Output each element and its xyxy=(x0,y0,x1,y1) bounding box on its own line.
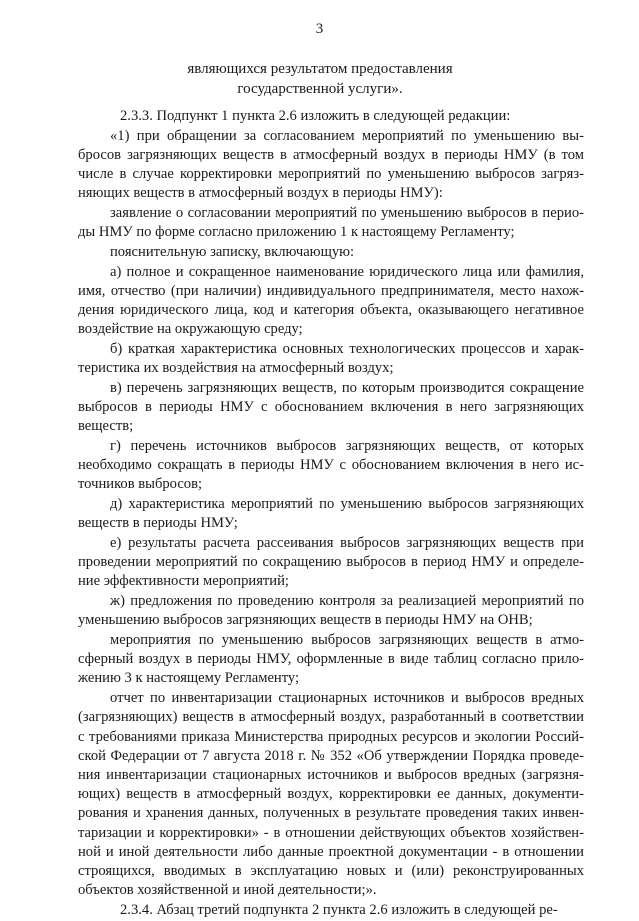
section-heading xyxy=(150,60,490,99)
list-item-zh: ж) предложения по проведению контроля за реализацией мероприятий по уменьшению выбросов загрязняющих веществ в периоды НМУ на ОНВ; xyxy=(78,593,584,629)
document-body xyxy=(78,107,584,921)
body-paragraph: мероприятия по уменьшению выбросов загрязняющих веществ в атмосферный воздух в периоды НМУ, оформленные в виде таблиц согласно приложению 3 к настоящему Регламенту; xyxy=(78,631,584,687)
body-paragraph: заявление о согласовании мероприятий по уменьшению выбросов в периоды НМУ по форме согласно приложению 1 к настоящему Регламенту; xyxy=(78,205,584,241)
body-paragraph: отчет по инвентаризации стационарных источников и выбросов вредных (загрязняющих) веществ в атмосферный воздух, разработанный в соответствии с требованиями приказа Министерства природных ресурсов и экологии Российской Федерации от 7 августа 2018 г. № 352 «Об утверждении Порядка проведения инвентаризации стационарных источников и выбросов вредных (загрязняющих) веществ в атмосферный воздух, корректировки ее данных, документирования и хранения данных, полученных в результате проведения таких инвентаризации и корректировки» - в отношении действующих объектов хозяйственной и иной деятельности либо данные проектной документации - в отношении строящихся, вводимых в эксплуатацию новых и (или) реконструированных объектов хозяйственной и иной деятельности;». xyxy=(78,690,584,899)
list-item-g: г) перечень источников выбросов загрязняющих веществ, от которых необходимо сокращать в периоды НМУ с обоснованием включения в него источников выбросов; xyxy=(78,437,584,493)
list-item-a: а) полное и сокращенное наименование юридического лица или фамилия, имя, отчество (при наличии) индивидуального предпринимателя, место нахождения юридического лица, код и категория объекта, оказывающего негативное воздействие на окружающую среду; xyxy=(78,263,584,338)
list-item-b: б) краткая характеристика основных технологических процессов и характеристика их воздействия на атмосферный воздух; xyxy=(78,340,584,377)
list-item-v: в) перечень загрязняющих веществ, по которым производится сокращение выбросов в периоды НМУ с обоснованием включения в него загрязняющих веществ; xyxy=(78,379,584,435)
body-paragraph: пояснительную записку, включающую: xyxy=(110,243,355,260)
subsection-2-3-4: 2.3.4. Абзац третий подпункта 2 пункта 2.6 изложить в следующей ре- xyxy=(120,901,558,918)
list-item-d: д) характеристика мероприятий по уменьшению выбросов загрязняющих веществ в периоды НМУ; xyxy=(78,496,584,532)
subsection-2-3-3: 2.3.3. Подпункт 1 пункта 2.6 изложить в следующей редакции: xyxy=(120,108,511,124)
heading-line: являющихся результатом предоставления xyxy=(187,61,453,77)
list-item-e: е) результаты расчета рассеивания выбросов загрязняющих веществ при проведении мероприятий по сокращению выбросов в период НМУ и определение эффективности мероприятий; xyxy=(78,534,584,590)
page-number: 3 xyxy=(315,21,324,37)
body-paragraph: «1) при обращении за согласованием мероприятий по уменьшению выбросов загрязняющих веществ в атмосферный воздух в периоды НМУ (в том числе в случае корректировки мероприятий по уменьшению выбросов загрязняющих веществ в атмосферный воздух в периоды НМУ): xyxy=(78,127,584,202)
heading-line: государственной услуги». xyxy=(237,80,403,97)
